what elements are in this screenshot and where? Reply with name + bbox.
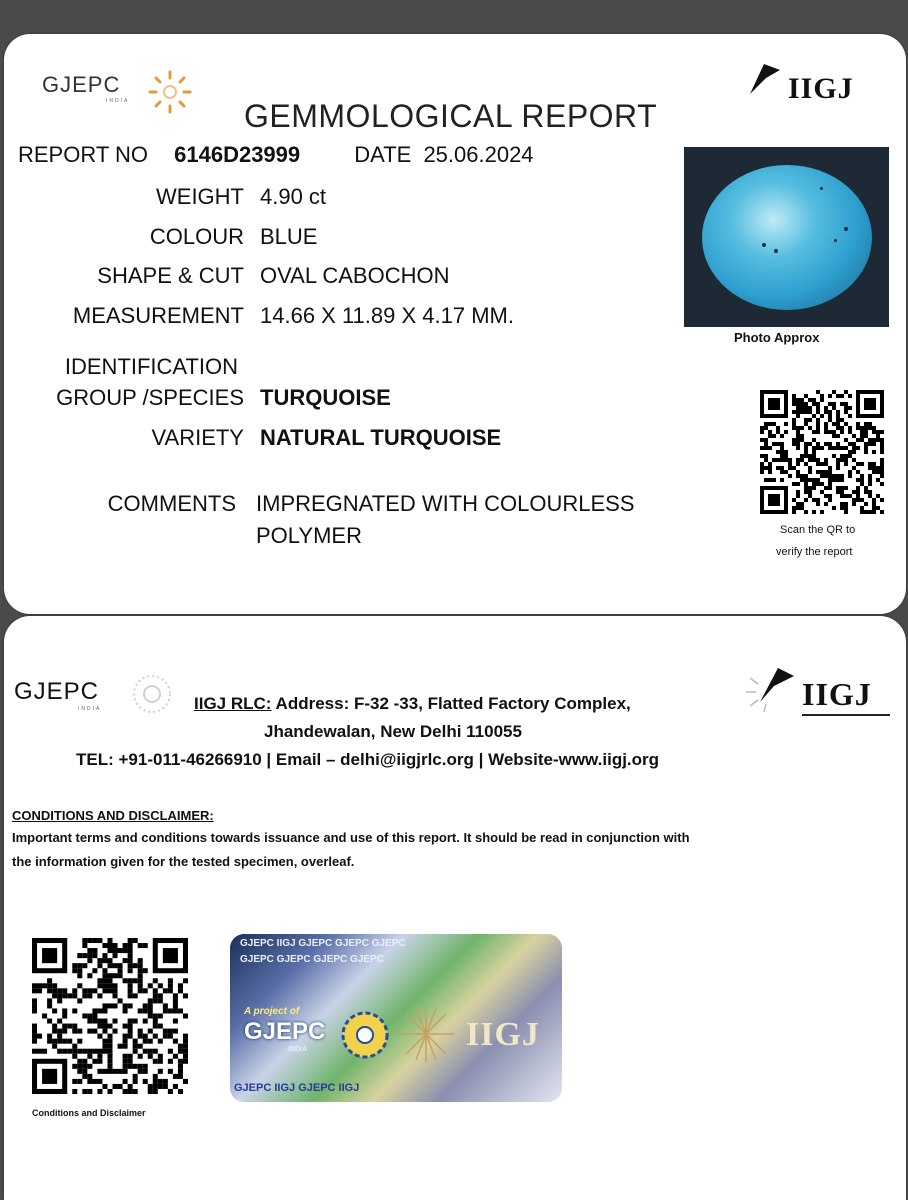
- group-value: TURQUOISE: [260, 385, 391, 410]
- verify-qr-code[interactable]: [760, 390, 884, 514]
- comments-line2: POLYMER: [256, 523, 362, 548]
- report-back-card: [4, 616, 906, 1200]
- turquoise-stone-image: [702, 165, 872, 310]
- gjepc-logo-sub: INDIA: [78, 706, 102, 712]
- address-text: Address: F-32 -33, Flatted Factory Complex,: [275, 694, 631, 713]
- iigj-diamond-icon: [746, 60, 782, 96]
- report-title: GEMMOLOGICAL REPORT: [244, 98, 658, 134]
- comments-label: COMMENTS: [107, 491, 236, 516]
- hologram-starburst-icon: [396, 1004, 456, 1064]
- measurement-label: MEASUREMENT: [72, 303, 244, 328]
- hologram-sticker: [230, 934, 562, 1102]
- iigj-logo-text: IIGJ: [788, 72, 854, 105]
- gjepc-logo-text: GJEPC: [42, 72, 121, 97]
- address-line2: Jhandewalan, New Delhi 110055: [264, 722, 522, 741]
- conditions-heading: CONDITIONS AND DISCLAIMER:: [12, 808, 214, 823]
- hologram-row1: GJEPC IIGJ GJEPC GJEPC GJEPC: [240, 938, 406, 949]
- gjepc-logo: [42, 72, 130, 104]
- report-no-row: [18, 142, 534, 168]
- report-no-value: 6146D23999: [174, 142, 301, 167]
- weight-value: 4.90 ct: [260, 184, 327, 209]
- iigj-logo: [724, 60, 884, 120]
- report-front-card: [4, 34, 906, 614]
- comments-line1: IMPREGNATED WITH COLOURLESS: [256, 491, 635, 516]
- address-label: IIGJ RLC:: [194, 694, 272, 713]
- hologram-project-label: A project of: [244, 1006, 300, 1017]
- variety-label: VARIETY: [151, 425, 244, 450]
- date-label: DATE: [354, 142, 412, 167]
- identification-label: IDENTIFICATION: [64, 354, 238, 379]
- photo-caption: Photo Approx: [734, 330, 820, 345]
- date-value: 25.06.2024: [423, 142, 534, 167]
- sunburst-icon: [146, 68, 194, 116]
- gjepc-logo-back: [14, 678, 102, 712]
- gjepc-logo-sub: INDIA: [106, 98, 130, 104]
- colour-value: BLUE: [260, 224, 318, 249]
- conditions-qr-caption: Conditions and Disclaimer: [32, 1108, 146, 1118]
- contact-line[interactable]: TEL: +91-011-46266910 | Email – delhi@iigjrlc.org | Website-www.iigj.org: [76, 750, 660, 769]
- sunburst-icon: [126, 668, 178, 720]
- report-no-label: REPORT NO: [18, 142, 148, 167]
- group-label: GROUP /SPECIES: [56, 385, 244, 410]
- address-line1: [194, 694, 631, 714]
- shape-label: SHAPE & CUT: [97, 263, 244, 288]
- hologram-row2: GJEPC GJEPC GJEPC GJEPC: [240, 954, 384, 965]
- conditions-qr-code[interactable]: [32, 938, 188, 1094]
- gem-photo: [684, 147, 889, 327]
- colour-label: COLOUR: [149, 224, 244, 249]
- hologram-bottom-row: GJEPC IIGJ GJEPC IIGJ: [234, 1082, 360, 1094]
- hologram-gjepc-sub: INDIA: [288, 1046, 308, 1053]
- hologram-gjepc: GJEPC: [244, 1018, 326, 1045]
- iigj-logo-text: IIGJ: [802, 676, 872, 712]
- hologram-sunburst-icon: [340, 1010, 390, 1060]
- shape-value: OVAL CABOCHON: [260, 263, 450, 288]
- conditions-line1: Important terms and conditions towards issuance and use of this report. It should be read in conjunction with: [12, 830, 690, 845]
- measurement-value: 14.66 X 11.89 X 4.17 MM.: [260, 303, 514, 328]
- iigj-logo-back: [728, 662, 898, 726]
- iigj-diamond-icon: [742, 662, 796, 716]
- conditions-line2: the information given for the tested specimen, overleaf.: [12, 854, 355, 869]
- qr-caption-line1: Scan the QR to: [780, 524, 856, 536]
- weight-label: WEIGHT: [156, 184, 244, 209]
- qr-caption-line2: verify the report: [776, 546, 853, 558]
- gjepc-logo-text: GJEPC: [14, 678, 100, 705]
- hologram-iigj: IIGJ: [466, 1016, 540, 1053]
- variety-value: NATURAL TURQUOISE: [260, 425, 502, 450]
